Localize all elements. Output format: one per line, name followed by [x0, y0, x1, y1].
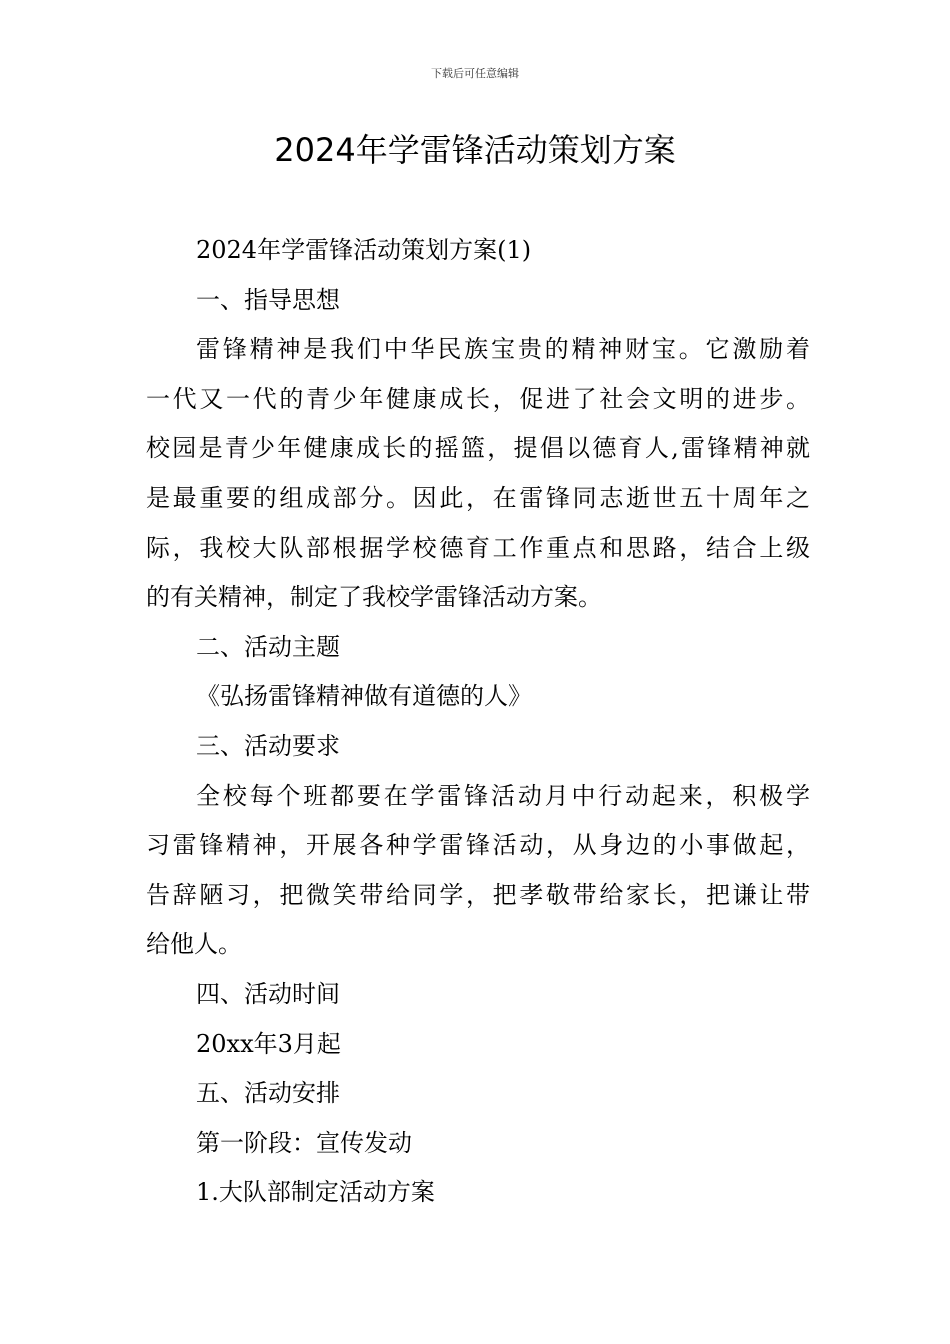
header-note: 下载后可任意编辑 [431, 67, 519, 80]
section-heading: 二、活动主题 [196, 632, 340, 661]
stage-heading: 第一阶段：宣传发动 [196, 1128, 412, 1157]
subtitle-line: 2024年学雷锋活动策划方案(1) [196, 236, 532, 264]
paragraph-line: 告辞陋习，把微笑带给同学，把孝敬带给家长，把谦让带 [146, 880, 810, 909]
paragraph-line: 的有关精神，制定了我校学雷锋活动方案。 [146, 583, 602, 612]
paragraph-line: 校园是青少年健康成长的摇篮，提倡以德育人,雷锋精神就 [146, 434, 810, 463]
paragraph-line: 全校每个班都要在学雷锋活动月中行动起来，积极学 [196, 781, 810, 810]
theme-line: 《弘扬雷锋精神做有道德的人》 [196, 682, 532, 711]
section-heading: 四、活动时间 [196, 979, 340, 1008]
document-body [146, 226, 810, 1218]
section-heading: 一、指导思想 [196, 285, 340, 314]
paragraph-line: 是最重要的组成部分。因此，在雷锋同志逝世五十周年之 [146, 483, 810, 512]
paragraph-line: 一代又一代的青少年健康成长，促进了社会文明的进步。 [146, 384, 810, 413]
paragraph-line: 雷锋精神是我们中华民族宝贵的精神财宝。它激励着 [196, 335, 810, 364]
time-line: 20xx年3月起 [196, 1029, 341, 1058]
paragraph-line: 际，我校大队部根据学校德育工作重点和思路，结合上级 [146, 533, 810, 562]
document-title: 2024年学雷锋活动策划方案 [274, 131, 676, 169]
paragraph-line: 给他人。 [146, 930, 242, 959]
section-heading: 五、活动安排 [196, 1079, 340, 1108]
paragraph-line: 习雷锋精神，开展各种学雷锋活动，从身边的小事做起， [146, 831, 810, 860]
section-heading: 三、活动要求 [196, 731, 340, 760]
list-item: 1.大队部制定活动方案 [196, 1178, 435, 1207]
